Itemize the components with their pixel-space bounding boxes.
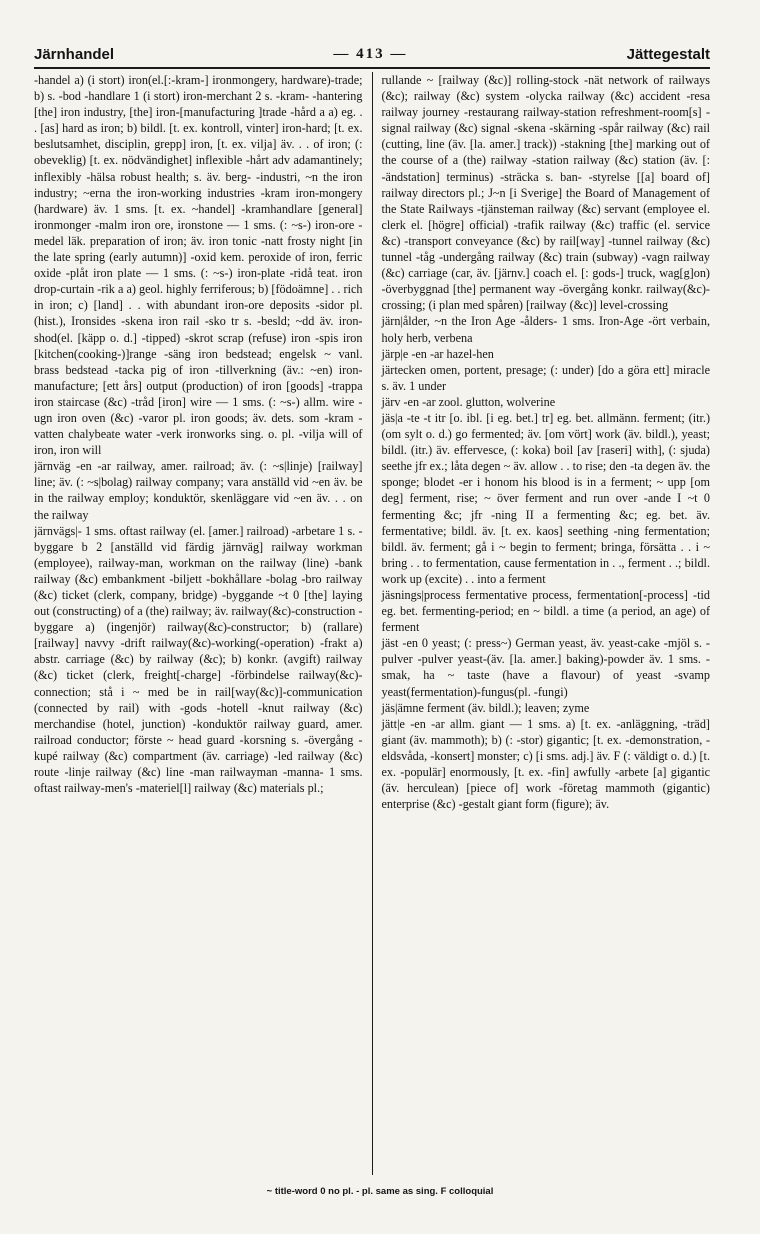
right-column (373, 72, 711, 1175)
entry-jarnalder: järn|ålder, ~n the Iron Age -ålders- 1 sms. Iron-Age -ört verbain, holy herb, verbena (381, 314, 710, 345)
entry-jarnvag: järnväg -en -ar railway, amer. railroad; äv. (: ~s|linje) [railway] line; äv. (: ~s|bolag) railway company; vara anställd vid ~en äv. be in the railway employ; konduktör, skenläggare vid ~en äv. . . on the railway (34, 459, 363, 522)
entry-jarnhandel: -handel a) (i stort) iron(el.[:-kram-] ironmongery, hardware)-trade; b) s. -bod -handlare 1 (i stort) iron-merchant 2 s. -kram- -hantering [the] iron industry, [the] iron-[manufacturing ]trade -hård a a) eg. . . [as] hard as iron; b) bildl. [t. ex. kontroll, vinter] iron-hard; [t. ex. beslutsamhet, disciplin, grepp] iron, [t. ex. vilja] äv. . . of iron; (: obeveklig) [t. ex. nödvändighet] inflexible -hårt adv adamantinely; inflexibly -hälsa robust health; s. äv. berg- -industri, ~n the iron industry; ~erna the iron-working industries -kram iron-mongery (hardware) äv. 1 sms. [t. ex. ~handel] -kramhandlare [general] ironmonger -malm iron ore, ironstone — 1 sms. (: ~s-) iron-ore -medel läk. preparation of iron; äv. iron tonic -natt frosty night [in the late spring (early autumn)] -oxid kem. peroxide of iron, ferric oxide -plåt iron plate — 1 sms. (: ~s-) iron-plate -ridå teat. iron drop-curtain -rik a a) geol. highly ferriferous; b) [födoämne] . . rich in iron; c) [land] . . with abundant iron-ore deposits -sidor pl. (hist.), Ironsides -skena iron rail -sko tr s. -besld; ~dd äv. iron-shod(el. [käpp o. d.] -tipped) -skrot scrap (refuse) iron -spis iron [kitchen(cooking-)]range -säng iron bedstead; engelsk ~ vanl. brass bedstead -tacka pig of iron -tillverkning (äv.: ~en) iron-manufacture; [ett års] output (production) of iron [goods] -trappa iron staircase (&c) -tråd [iron] wire — 1 sms. (: ~s-) allm. wire -ugn iron oven (&c) -varor pl. iron goods; äv. dets. som -kram -vatten chalybeate water -verk ironworks sing. o. pl. -vilja will of iron, iron will (34, 73, 363, 458)
entry-jarv: järv -en -ar zool. glutton, wolverine (381, 394, 556, 409)
entry-jarpe: järp|e -en -ar hazel-hen (381, 346, 494, 361)
page-number: — 413 — (333, 45, 408, 62)
entry-jasningsprocess: jäsnings|process fermentative process, fermentation[-process] -tid eg. bet. fermenting-period; en ~ bildl. a time (a period, an age) of ferment (381, 588, 710, 635)
header-right-word: Jättegestalt (626, 45, 710, 63)
entry-jast: jäst -en 0 yeast; (: press~) German yeast, äv. yeast-cake -mjöl s. -pulver -pulver yeast-(äv. [la. amer.] baking)-powder äv. 1 sms. -smak, ha ~ taste (have a flavour) of yeast -svamp yeast(fermentation)-fungus(pl. -fungi) (381, 636, 710, 699)
footer-legend: ~ title-word 0 no pl. - pl. same as sing. F colloquial (266, 1186, 494, 1197)
header-left-word: Järnhandel (34, 45, 115, 63)
entry-jasamne: jäs|ämne ferment (äv. bildl.); leaven; zyme (381, 700, 590, 715)
entry-jarnvags-cont: rullande ~ [railway (&c)] rolling-stock -nät network of railways (&c); railway (&c) system -olycka railway (&c) accident -resa railway journey -restaurang railway-station refreshment-room[s] -signal railway (&c) signal -skena -skärning -spår railway (&c) rail (cutting, line (äv. [la. amer.] track)) -stakning [the] marking out of the course of a (the) railway -station railway (&c) station (äv. [: -ändstation] terminus) -sträcka s. ban- -styrelse [[a] board of] railway directors pl.; J~n [i Sverige] the Board of Management of the State Railways -tjänsteman railway (&c) servant (employee el. clerk el. [högre] official) -trafik railway (&c) traffic (el. service &c) -transport conveyance (&c) by rail[way] -tunnel railway (&c) tunnel -tåg -undergång railway (&c) train (subway) -vagn railway (&c) carriage (car, äv. [järnv.] coach el. [: gods-] truck, wag[g]on) -överbyggnad [the] permanent way -övergång konkr. railway(&c)-crossing; (i plan med spåren) [railway (&c)] level-crossing (381, 73, 710, 313)
entry-jartecken: järtecken omen, portent, presage; (: under) [do a göra ett] miracle s. äv. 1 under (381, 362, 710, 393)
entry-jasa: jäs|a -te -t itr [o. ibl. [i eg. bet.] tr] eg. bet. allmänn. ferment; (itr.) (om sylt o. d.) go fermented; äv. [om vört] work (äv. bildl.), yeast; bildl. (itr.) äv. effervesce, (: koka) boil [av [raseri] with], (: sjuda) seethe jfr ex.; låta degen ~ äv. allow . . to rise; den -ta degen äv. the sponge; blodet -er i honom his blood is in a ferment; ~ upp [om deg] ferment, rise; ~ över ferment and run over -ande I ~t 0 fermenting &c; jfr -ning II a fermenting &c; eg. bet. äv. fermentative; bildl. äv. [t. ex. kaos] seething -ning fermentation; bildl. äv. ferment; gå i ~ begin to ferment; bringa, försätta . . i ~ bring . . to fermentation, cause fermentation in . ., ferment . .; bildl. work up (excite) . . into a ferment (381, 410, 710, 586)
left-column (34, 72, 373, 1175)
entry-jatte: jätt|e -en -ar allm. giant — 1 sms. a) [t. ex. -anläggning, -träd] giant (äv. mammoth); b) (: -stor) gigantic; [t. ex. -demonstration, -eldsvåda, -konsert] monster; c) [i sms. adj.] äv. F (: väldigt o. d.) [t. ex. -populär] enormously, [t. ex. -fin] awfully -arbete [a] gigantic (äv. herculean) [piece of] work -företag mammoth (gigantic) enterprise (&c) -gestalt giant form (figure); äv. (381, 716, 710, 812)
text-columns (34, 72, 710, 1175)
entry-jarnvags: järnvägs|- 1 sms. oftast railway (el. [amer.] railroad) -arbetare 1 s. -byggare b 2 [anställd vid färdig järnväg] railway workman (employee), railway-man, workman on the railway (line) -bank railway (&c) embankment -biljett -bokhållare -bolag -bro railway (&c) ticket (clerk, company, bridge) -byggande ~t 0 [the] laying out (constructing) of a (the) railway; äv. railway(&c)-construction -byggare a) (ingenjör) railway(&c)-constructor; b) (rallare) [railway] navvy -drift railway(&c)-working(-operation) -frakt a) abstr. carriage (&c) by railway (&c); b) konkr. (avgift) railway (&c) ticket (clerk, freight[-charge] -förbindelse railway(&c)-connection; stå i ~ med be in rail[way(&c)]-communication (connected by rail) with -gods -hotell -knut railway (&c) merchandise (hotel, junction) -konduktör railway guard, amer. railroad conductor; förste ~ head guard -korsning s. -övergång -kupé railway (&c) compartment (äv. carriage) -led railway (&c) route -linje railway (&c) line -man railwayman -manna- 1 sms. oftast railway-men's -materiel[l] railway (&c) materials pl.; (34, 523, 363, 796)
page-header (34, 41, 710, 69)
